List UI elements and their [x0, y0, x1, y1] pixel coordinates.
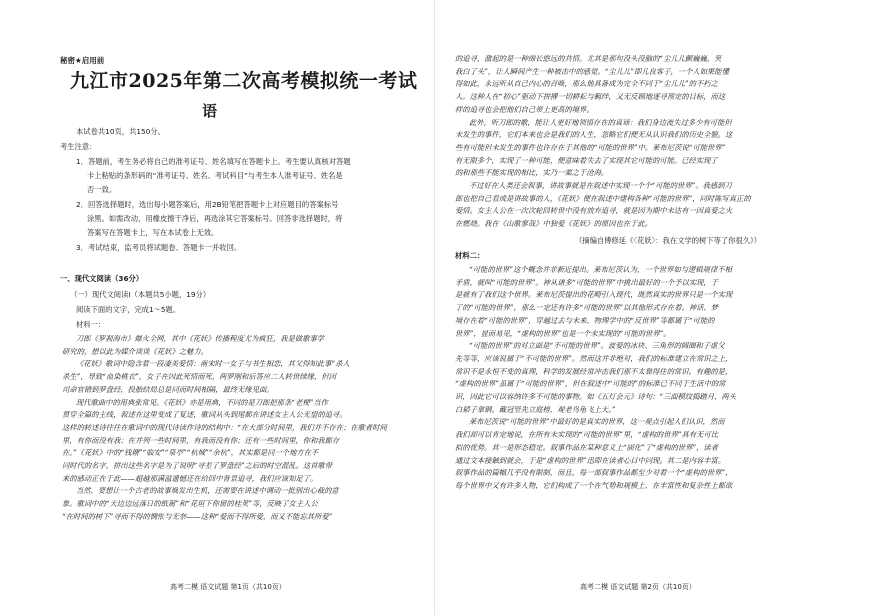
paragraph-line: 杀生”，导致“血染桃衣”，女子在因此死情而死，两罗刚和后答应二人转世续缘，但因	[62, 372, 336, 382]
paragraph-line: 世界”，显而易见，“虚构的世界”也是一个未实现的“可能的世界”。	[455, 328, 671, 338]
paragraph-line: 是就有了我们这个世界。莱布尼茨提出的花畸引入现代，既然真实的世界只是一个实现	[455, 290, 733, 300]
paragraph-line: 白韬子拿钢。戴冠竖先立庭榜，观老鸟龟飞上天。”	[455, 404, 616, 414]
paragraph-line: 司命官错到罗盘经，投胎结局总是同而时间相隔，最终无缘见面。	[62, 384, 274, 394]
intro-text: 本试卷共10页，共150分。	[76, 127, 165, 136]
paragraph-line: 我们却可以肯定地说，在所有未实现的“可能的世界”里，“虚构的世界”具有无可比	[455, 430, 719, 440]
notice-heading: 考生注意：	[60, 142, 97, 151]
material-label: 材料二：	[455, 251, 485, 260]
source-citation: （摘编自傅修延《〈花妖〉：我在文学的树下等了你很久》）	[575, 236, 762, 245]
paragraph-line: 样的追寻也会把他们自己带上更高的境界。	[455, 104, 594, 114]
paragraph-line: 每个世界中又有许多人物，它们构成了一个在气势和规模上、在丰富性和复杂性上都欲	[455, 480, 733, 490]
material-one-continued	[455, 53, 830, 231]
paragraph-line: 这样的转述诗往往在歌词中的现代诗读作诗的结构中：“在大部分时间里，我们并不存在；在歌者时间	[62, 422, 387, 432]
paragraph-line: 里，有你而没有我；在并列一些时间里，有我而没有你；还有一些时间里，你和我都存	[62, 435, 340, 445]
instruction-text: 阅读下面的文字，完成1～5题。	[76, 305, 181, 314]
material-one-text	[62, 333, 427, 524]
confidential-label: 秘密★启用前	[60, 56, 105, 65]
paragraph-line: 不过好在人类还会叙事，讲故事就是在叙述中实现一个个“可能的世界”。我感到刀	[469, 181, 732, 191]
notice-line: 答案写在答题卡上，写在本试卷上无效。	[87, 228, 219, 237]
paragraph-line: 《花妖》歌词中隐含着一段凄美爱情：南宋时一女子与书生相恋，其父得知此事“杀人	[76, 359, 350, 369]
paragraph-line: 象。歌词中的“天边边远落日的纸篱”和“花垣下你留的桂荚”等，反映了女主人公	[62, 499, 318, 509]
paragraph-line: 在燃烧。我在《山歌寥哉》中独爱《花妖》的原因也在于此。	[455, 219, 653, 229]
material-two-text	[455, 264, 833, 493]
paragraph-line: “可能的世界”的对立面是“不可能的世界”。波爱的冰块、三角形的圆圈和子虚父	[469, 341, 725, 351]
paragraph-line: 同时代的名字，拼出这些名字是为了说明“寻差了罗盘经”之后的时空混乱。这首歌带	[62, 461, 333, 471]
paragraph-line: 先等等，应该说属于“不可能的世界”。然而这并非绝对，我们的标准建立在常识之上，	[455, 353, 733, 363]
paragraph-line: 莱布尼茨说“可能的世界”中最好的是真实的世界，这一观点引起人们认识，然而	[469, 417, 725, 427]
subject-title: 语	[202, 102, 218, 120]
paragraph-line: 常识不是永恒不变的真理，科学的发展经常冲击我们那不太靠得住的常识。有趣的是，	[455, 366, 733, 376]
notice-line: 1．答题前，考生务必将自己的准考证号、姓名填写在答题卡上。考生要认真核对答题	[76, 157, 351, 166]
paragraph-line: 贯穿全篇的主线，叙述在这里变成了复述，歌词从头到尾都在讲述女主人公无望的追寻。	[62, 410, 347, 420]
notice-line: 卡上粘贴的条形码的“准考证号、姓名、考试科目”与考生本人准考证号、姓名是	[87, 171, 343, 180]
paragraph-line: 人。这种人在“初心”驱动下拼搏一切耕耘与羁绊，又无反顾地逐寻预定的目标，而这	[455, 92, 726, 102]
paragraph-line: “可能的世界”这个概念并非新近提出。莱布尼茨认为，一个世界如与逻辑规律不相	[469, 265, 732, 274]
subsection-heading: （一）现代文阅读Ⅰ（本题共5小题，19分）	[70, 290, 211, 299]
paragraph-line: 了的“可能的世界”，那么一定还有许多“可能的世界”以其他形式存在着。神话、梦	[455, 303, 719, 313]
paragraph-line: 境存在着“可能的世界”，穿越过去与未来、物理学中的“反世界”等都属于“可能的	[455, 315, 715, 325]
paragraph-line: 未发生的事件，它们本来也会是我们的人生，忽略它们便无从认识我们的历史全貌。这	[455, 130, 733, 140]
paragraph-line: 研究的，想以此为媒介谈谈《花妖》之魅力。	[62, 346, 208, 356]
paragraph-line: “在时间的树下”寻而不得的惆怅与无奈——这种“爱而不得所爱，而又不能忘其所爱”	[62, 511, 333, 521]
paragraph-line: “虚构的世界”虽属于“可能的世界”，但在叙述中“可能的”的标准已不同于生活中的常	[455, 379, 726, 389]
page-footer: 高考二模 语文试题 第2页（共10页）	[580, 583, 696, 591]
paragraph-line: 叙事作品的篇幅几乎没有限制，而且，每一部叙事作品都至少对着一个“虚构的世界”，	[455, 468, 733, 478]
paragraph-line: 有无限多个，实现了一种可能，便意味着失去了实现其它可能的可能。已经实现了	[455, 155, 718, 165]
page-footer: 高考二模 语文试题 第1页（共10页）	[170, 583, 286, 591]
material-label: 材料一：	[76, 320, 106, 329]
notice-line: 涂黑。如需改动，用橡皮擦干净后，再选涂其它答案标号。回答非选择题时，将	[87, 214, 343, 223]
paragraph-line: 的追寻，激起的是一种绵长悠远的共情。尤其是那句没头没脑的“尘儿儿颤巍巍，笑	[455, 54, 722, 63]
paragraph-line: 得如此，永远听从自己内心的召唤，那么他具备成为完全不同于“尘儿儿”的不朽之	[455, 79, 718, 89]
paragraph-line: 郎也把自己看成是讲故事的人，《花妖》便在叙述中建构各种“可能的世界”，同时陈写真正的	[455, 193, 751, 203]
paragraph-line: 刀郎《罗刹海市》爆火全网，其中《花妖》传播程度尤为疯狂，我是做歌事学	[76, 334, 325, 343]
paragraph-line: 我白了头”，让人瞬间产生一种被击中的感觉。“尘儿儿”即儿良客子，一个人如果能懂	[455, 66, 729, 76]
paragraph-line: 拟的优势。其一是形态稳定。叙事作品在某种意义上“固化”了“虚构的世界”，读者	[455, 442, 719, 452]
paragraph-line: 此外，听刀郎的歌，能让人更好地领悟存在的真谛：我们身边流失过多少有可能但	[469, 117, 732, 127]
notice-line: 2．回答选择题时，选出每小题答案后，用2B铅笔把答题卡上对应题目的答案标号	[76, 200, 339, 209]
paragraph-line: 些有可能但未发生的事件也许存在于其他的“可能的世界”中。莱布尼茨说“可能世界”	[455, 142, 726, 152]
notice-line: 3．考试结束，监考员将试题卷、答题卡一并收回。	[76, 243, 242, 252]
section-heading: 一、现代文阅读（36分）	[60, 274, 144, 283]
paragraph-line: 现代歌曲中的用典张常见。《花妖》亦是用典，不同的是刀郎把那条“老梗”当作	[76, 397, 328, 407]
paragraph-line: 识，因此它可以容纳许多不可能的事物。如《五灯会元》诗句：“三面模纹捣踏月，两头	[455, 392, 737, 402]
paragraph-line: 矛盾，就叫“可能的世界”。神从诸多“可能的世界”中挑出最好的一个予以实现，于	[455, 277, 719, 287]
paragraph-line: 通过文本接触到就会，于是“虚构的世界”迅即在读者心目中同现。其二是内容丰富。	[455, 455, 726, 465]
notice-line: 否一致。	[87, 185, 117, 194]
paragraph-line: 来的感动正在于此——超越那满溢遗憾还在给回中背景追寻，我们应该知足了。	[62, 473, 318, 483]
paragraph-line: 爱情。女主人公在一次次轮回转世中没有放弃追寻，就是因为期中未达有一因真爱之火	[455, 206, 733, 216]
paragraph-line: 当然，要想让一个古老的故事焕发出生机，还需要在讲述中调动一批别出心裁的意	[76, 486, 339, 496]
page-2	[435, 0, 870, 615]
paragraph-line: 的和那些不能实现的相比，实乃一粟之于沧海。	[455, 168, 609, 178]
exam-title: 九江市2025年第二次高考模拟统一考试	[70, 70, 418, 92]
paragraph-line: 在。”《花妖》中的“钱塘”“临安”“泉亭”“杭城”“余杭”，其实都是同一个地方在不	[62, 448, 319, 458]
